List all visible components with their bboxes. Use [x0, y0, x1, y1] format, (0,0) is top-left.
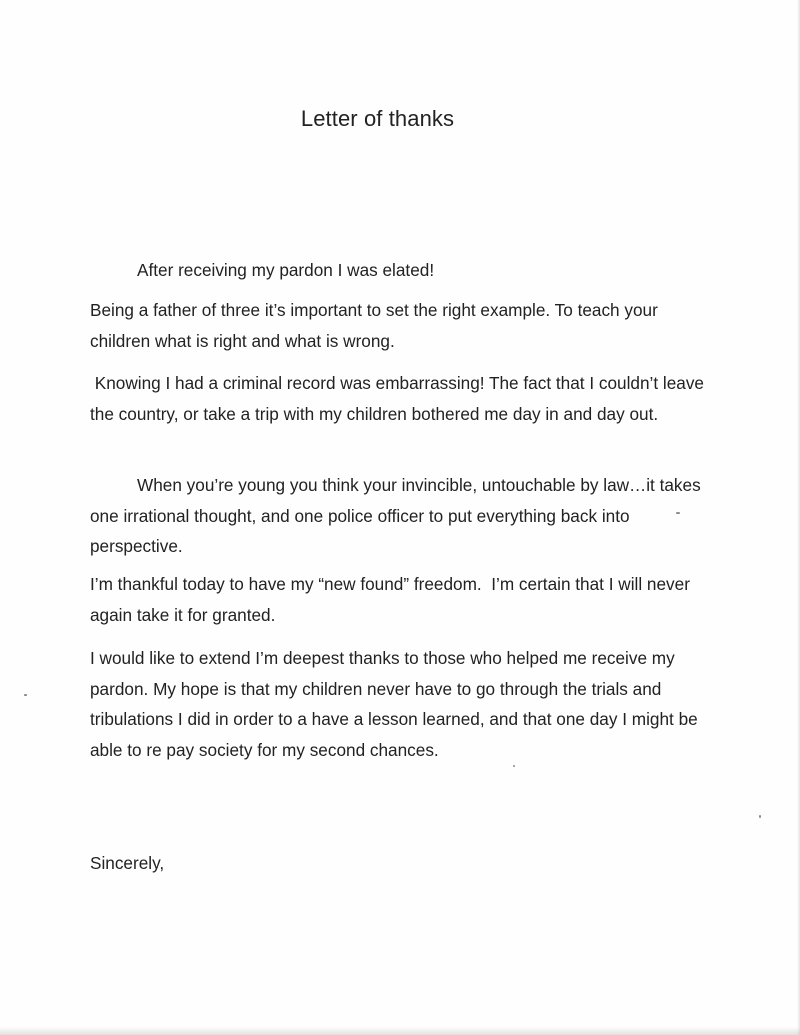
scan-speck [676, 512, 680, 514]
closing-sincerely: Sincerely, [90, 853, 165, 873]
paragraph-elated: After receiving my pardon I was elated! [137, 260, 435, 280]
scan-speck [513, 765, 515, 767]
scan-speck [24, 694, 27, 696]
paragraph-deepest-thanks: I would like to extend I’m deepest thanks to those who helped me receive my pardon. My hope is that my children never have to go through the trials and tribulations I did in order to a have a lesson learned, and that one day I might be able to re pay society for my second chances. [90, 648, 698, 760]
paragraph-when-young: When you’re young you think your invincible, untouchable by law…it takes one irrational thought, and one police officer to put everything back into perspective. [90, 475, 701, 556]
scan-speck [759, 815, 761, 818]
paragraph-father-of-three: Being a father of three it’s important to set the right example. To teach your children what is right and what is wrong. [90, 300, 658, 351]
paragraph-criminal-record: Knowing I had a criminal record was embarrassing! The fact that I couldn’t leave the country, or take a trip with my children bothered me day in and day out. [90, 373, 709, 424]
paragraph-thankful: I’m thankful today to have my “new found” freedom. I’m certain that I will never again take it for granted. [90, 574, 695, 625]
letter-title: Letter of thanks [300, 106, 455, 131]
scan-bottom-edge [0, 1027, 800, 1035]
